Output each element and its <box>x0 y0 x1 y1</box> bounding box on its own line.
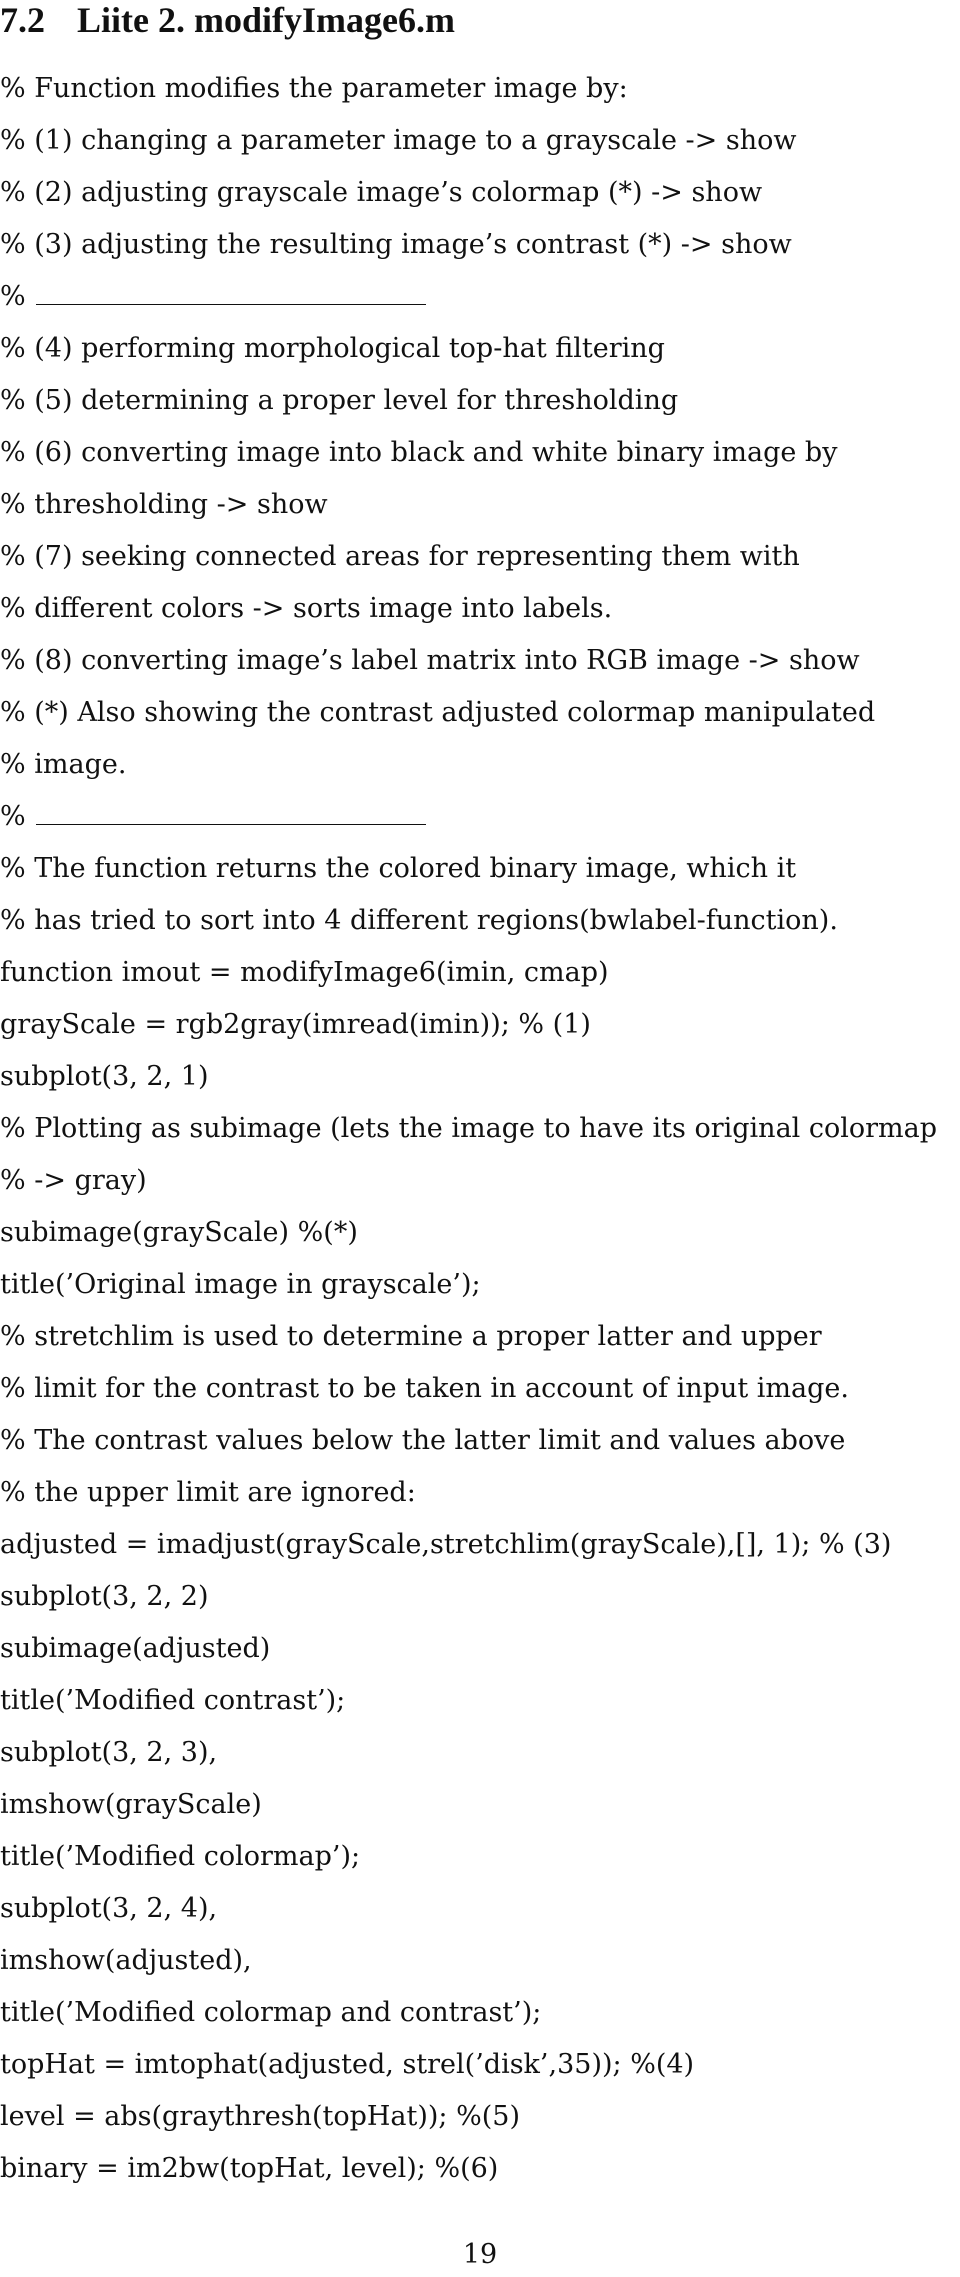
code-line <box>0 70 960 122</box>
code-listing <box>0 70 960 2202</box>
code-line-text: % stretchlim is used to determine a proper latter and upper <box>0 1321 822 1352</box>
code-line-text: title(’Original image in grayscale’); <box>0 1269 481 1300</box>
code-line-text: % the upper limit are ignored: <box>0 1477 416 1508</box>
code-line <box>0 1058 960 1110</box>
code-line-text: % image. <box>0 749 127 780</box>
code-line <box>0 174 960 226</box>
code-line-text: % (3) adjusting the resulting image’s contrast (*) -> show <box>0 229 792 260</box>
code-line-text: % has tried to sort into 4 different regions(bwlabel-function). <box>0 905 838 936</box>
code-line-text: subplot(3, 2, 3), <box>0 1737 218 1768</box>
code-line <box>0 590 960 642</box>
code-line-text: title(’Modified colormap and contrast’); <box>0 1997 542 2028</box>
code-line-text: % <box>0 281 26 312</box>
code-line <box>0 1734 960 1786</box>
code-line-text: grayScale = rgb2gray(imread(imin)); % (1) <box>0 1009 591 1040</box>
code-line-text: subplot(3, 2, 1) <box>0 1061 209 1092</box>
code-line-text: % (*) Also showing the contrast adjusted colormap manipulated <box>0 697 876 728</box>
code-line-text: % (8) converting image’s label matrix into RGB image -> show <box>0 645 860 676</box>
code-line-text: function imout = modifyImage6(imin, cmap) <box>0 957 609 988</box>
code-line-text: binary = im2bw(topHat, level); %(6) <box>0 2153 499 2184</box>
code-line <box>0 1318 960 1370</box>
code-line <box>0 2046 960 2098</box>
section-title: Liite 2. modifyImage6.m <box>77 0 455 40</box>
code-line-text: % (1) changing a parameter image to a grayscale -> show <box>0 125 797 156</box>
separator-rule <box>36 304 426 305</box>
code-line <box>0 1422 960 1474</box>
section-heading <box>0 0 455 40</box>
code-line-text: subimage(grayScale) %(*) <box>0 1217 358 1248</box>
section-number: 7.2 <box>0 0 45 40</box>
code-line-text: imshow(adjusted), <box>0 1945 252 1976</box>
code-line <box>0 642 960 694</box>
code-line-text: % (2) adjusting grayscale image’s colormap (*) -> show <box>0 177 763 208</box>
code-line-text: level = abs(graythresh(topHat)); %(5) <box>0 2101 521 2132</box>
code-line-text: subimage(adjusted) <box>0 1633 271 1664</box>
code-line-text: title(’Modified colormap’); <box>0 1841 361 1872</box>
code-line <box>0 1370 960 1422</box>
page-number: 19 <box>462 2239 498 2270</box>
code-line <box>0 1110 960 1162</box>
code-line-text: title(’Modified contrast’); <box>0 1685 346 1716</box>
code-line <box>0 1786 960 1838</box>
code-line <box>0 1994 960 2046</box>
code-line-text: % different colors -> sorts image into labels. <box>0 593 613 624</box>
code-line-text: imshow(grayScale) <box>0 1789 262 1820</box>
code-line <box>0 1266 960 1318</box>
code-line <box>0 746 960 798</box>
code-line <box>0 1682 960 1734</box>
code-line-text: % (7) seeking connected areas for representing them with <box>0 541 800 572</box>
code-line-text: % -> gray) <box>0 1165 147 1196</box>
code-line-text: % (6) converting image into black and white binary image by <box>0 437 838 468</box>
code-line-text: topHat = imtophat(adjusted, strel(’disk’,35)); %(4) <box>0 2049 695 2080</box>
code-line-text: % The contrast values below the latter limit and values above <box>0 1425 846 1456</box>
code-line <box>0 226 960 278</box>
code-line <box>0 2098 960 2150</box>
code-line <box>0 1578 960 1630</box>
code-line-text: % Function modifies the parameter image by: <box>0 73 628 104</box>
separator-line <box>0 798 960 850</box>
code-line <box>0 538 960 590</box>
code-line-text: % <box>0 801 26 832</box>
code-line-text: adjusted = imadjust(grayScale,stretchlim(grayScale),[], 1); % (3) <box>0 1529 892 1560</box>
code-line-text: % Plotting as subimage (lets the image to have its original colormap <box>0 1113 938 1144</box>
code-line <box>0 694 960 746</box>
code-line <box>0 850 960 902</box>
code-line-text: subplot(3, 2, 2) <box>0 1581 209 1612</box>
separator-rule <box>36 824 426 825</box>
code-line <box>0 902 960 954</box>
code-line-text: % The function returns the colored binary image, which it <box>0 853 797 884</box>
code-line-text: % limit for the contrast to be taken in account of input image. <box>0 1373 849 1404</box>
separator-line <box>0 278 960 330</box>
code-line <box>0 1162 960 1214</box>
code-line <box>0 1474 960 1526</box>
code-line <box>0 1890 960 1942</box>
code-line <box>0 1942 960 1994</box>
code-line-text: % (5) determining a proper level for thresholding <box>0 385 679 416</box>
code-line <box>0 122 960 174</box>
code-line <box>0 330 960 382</box>
code-line <box>0 1214 960 1266</box>
code-line-text: % thresholding -> show <box>0 489 328 520</box>
code-line <box>0 1526 960 1578</box>
code-line <box>0 2150 960 2202</box>
code-line <box>0 1838 960 1890</box>
code-line <box>0 1006 960 1058</box>
code-line-text: % (4) performing morphological top-hat filtering <box>0 333 665 364</box>
code-line <box>0 382 960 434</box>
code-line <box>0 1630 960 1682</box>
code-line <box>0 434 960 486</box>
code-line <box>0 954 960 1006</box>
code-line-text: subplot(3, 2, 4), <box>0 1893 218 1924</box>
code-line <box>0 486 960 538</box>
